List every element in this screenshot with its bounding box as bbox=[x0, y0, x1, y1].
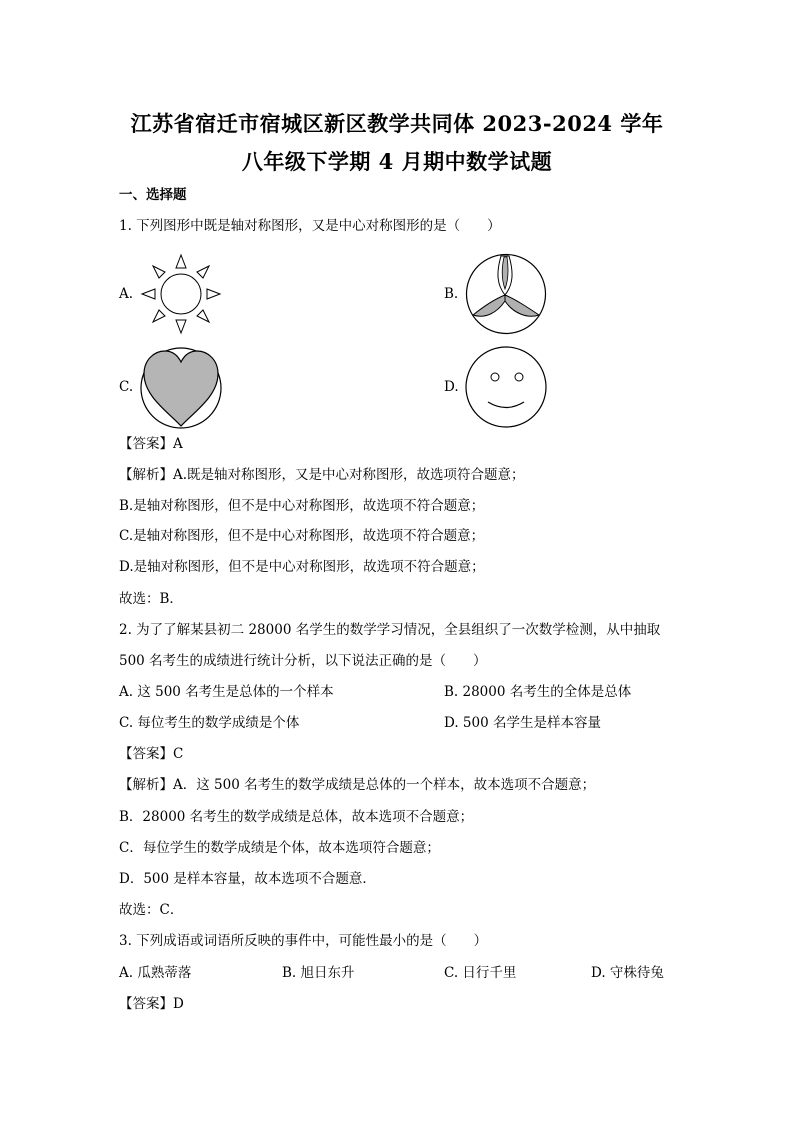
smiley-face-icon bbox=[463, 345, 549, 429]
q1-option-d-label: D. bbox=[444, 379, 459, 395]
q1-stem: 1. 下列图形中既是轴对称图形，又是中心对称图形的是（ ） bbox=[119, 218, 501, 234]
q2-option-c: C. 每位考生的数学成绩是个体 bbox=[119, 715, 300, 731]
section-heading: 一、选择题 bbox=[119, 187, 187, 203]
q1-analysis-line: D.是轴对称图形，但不是中心对称图形，故选项不符合题意； bbox=[119, 559, 485, 575]
q2-stem-line-2: 500 名考生的成绩进行统计分析，以下说法正确的是（ ） bbox=[119, 653, 487, 669]
q1-analysis-line: 故选：B． bbox=[119, 591, 183, 607]
q3-answer: 【答案】D bbox=[119, 996, 184, 1012]
q1-option-b-label: B. bbox=[444, 286, 459, 302]
q1-analysis-line: 【解析】A.既是轴对称图形，又是中心对称图形，故选项符合题意； bbox=[119, 467, 525, 483]
q3-stem: 3. 下列成语或词语所反映的事件中，可能性最小的是（ ） bbox=[119, 933, 488, 949]
q3-option-c: C. 日行千里 bbox=[444, 965, 517, 981]
q2-analysis-line: 故选：C． bbox=[119, 902, 184, 918]
q2-option-b: B. 28000 名考生的全体是总体 bbox=[444, 684, 632, 700]
q2-analysis-line: D．500 是样本容量，故本选项不合题意． bbox=[119, 871, 376, 887]
q2-stem-line-1: 2. 为了了解某县初二 28000 名学生的数学学习情况，全县组织了一次数学检测，从中抽取 bbox=[119, 622, 661, 638]
q2-option-d: D. 500 名学生是样本容量 bbox=[444, 715, 601, 731]
q3-option-d: D. 守株待兔 bbox=[591, 965, 664, 981]
q2-analysis-line: 【解析】A．这 500 名考生的数学成绩是总体的一个样本，故本选项不合题意； bbox=[119, 777, 596, 793]
q1-option-c-label: C. bbox=[119, 379, 134, 395]
three-petal-circle-icon bbox=[463, 253, 549, 335]
q1-analysis-line: B.是轴对称图形，但不是中心对称图形，故选项不符合题意； bbox=[119, 498, 485, 514]
q2-analysis-line: B．28000 名考生的数学成绩是总体，故本选项不合题意； bbox=[119, 809, 474, 825]
title-line-1: 江苏省宿迁市宿城区新区教学共同体 2023-2024 学年 bbox=[130, 111, 664, 136]
q2-answer: 【答案】C bbox=[119, 746, 184, 762]
title-line-2: 八年级下学期 4 月期中数学试题 bbox=[241, 149, 553, 174]
q1-answer: 【答案】A bbox=[119, 436, 183, 452]
q1-option-a-label: A. bbox=[119, 286, 134, 302]
q2-option-a: A. 这 500 名考生是总体的一个样本 bbox=[119, 684, 334, 700]
q2-analysis-line: C．每位学生的数学成绩是个体，故本选项符合题意； bbox=[119, 840, 440, 856]
q3-option-b: B. 旭日东升 bbox=[282, 965, 355, 981]
q1-analysis-line: C.是轴对称图形，但不是中心对称图形，故选项不符合题意； bbox=[119, 528, 485, 544]
sun-icon bbox=[139, 252, 223, 336]
q3-option-a: A. 瓜熟蒂落 bbox=[119, 965, 192, 981]
heart-in-circle-icon bbox=[138, 346, 224, 430]
